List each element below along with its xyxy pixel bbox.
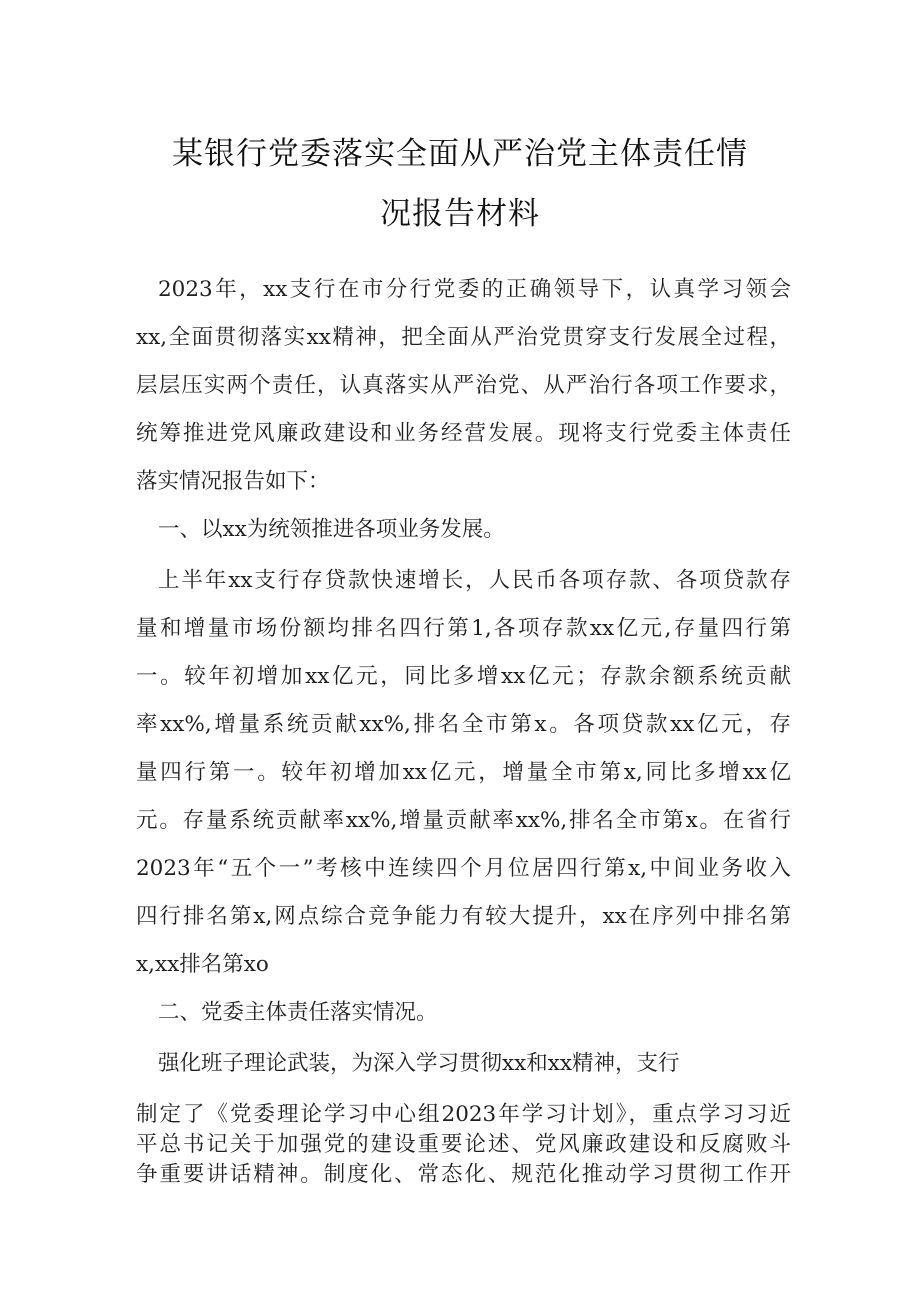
section-1-line: 上半年xx支行存贷款快速增长，人民币各项存款、各项贷款存	[158, 568, 791, 593]
intro-line: 2023年，xx支行在市分行党委的正确领导下，认真学习领会	[158, 277, 791, 302]
section-1-line: 四行排名第x,网点综合竞争能力有较大提升，xx在序列中排名第	[136, 904, 791, 929]
document-title-line-1: 某银行党委落实全面从严治党主体责任情	[172, 136, 748, 172]
intro-line: 层层压实两个责任，认真落实从严治党、从严治行各项工作要求，	[136, 373, 791, 398]
intro-line: 统筹推进党风廉政建设和业务经营发展。现将支行党委主体责任	[136, 421, 791, 446]
section-1-line: x,xx排名第xo	[136, 952, 269, 977]
section-2-line: 强化班子理论武装，为深入学习贯彻xx和xx精神，支行	[158, 1051, 680, 1076]
section-1-line: 元。存量系统贡献率xx%,增量贡献率xx%,排名全市第x。在省行	[136, 808, 791, 833]
section-1-heading: 一、以xx为统领推进各项业务发展。	[158, 517, 505, 542]
section-2-heading: 二、党委主体责任落实情况。	[158, 1000, 438, 1025]
section-1-line: 2023年“五个一”考核中连续四个月位居四行第x,中间业务收入	[136, 856, 791, 881]
section-1-line: 一。较年初增加xx亿元，同比多增xx亿元；存款余额系统贡献	[136, 664, 791, 689]
intro-line: 落实情况报告如下：	[136, 469, 330, 494]
document-title-line-2: 况报告材料	[380, 196, 540, 232]
section-2-line: 争重要讲话精神。制度化、常态化、规范化推动学习贯彻工作开	[136, 1162, 791, 1187]
section-1-line: 量四行第一。较年初增加xx亿元，增量全市第x,同比多增xx亿	[136, 760, 791, 785]
section-1-line: 量和增量市场份额均排名四行第1,各项存款xx亿元,存量四行第	[136, 616, 791, 641]
section-2-line: 平总书记关于加强党的建设重要论述、党风廉政建设和反腐败斗	[136, 1132, 791, 1157]
intro-line: xx,全面贯彻落实xx精神，把全面从严治党贯穿支行发展全过程，	[136, 325, 791, 350]
section-2-line: 制定了《党委理论学习中心组2023年学习计划》，重点学习习近	[136, 1102, 791, 1127]
section-1-line: 率xx%,增量系统贡献xx%,排名全市第x。各项贷款xx亿元，存	[136, 712, 791, 737]
